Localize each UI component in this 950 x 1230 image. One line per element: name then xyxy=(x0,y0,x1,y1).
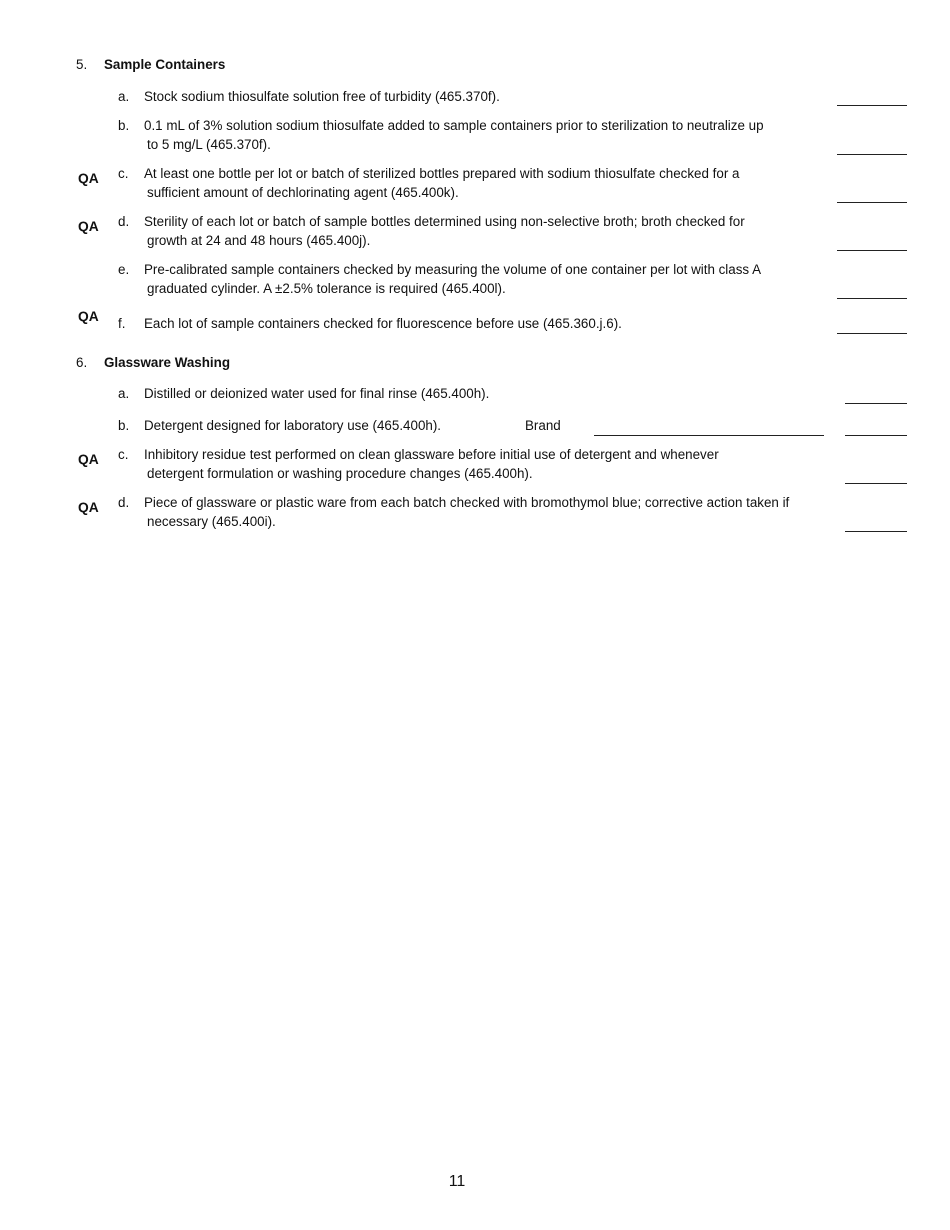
item-text xyxy=(144,314,622,333)
item-text-line: to 5 mg/L (465.370f). xyxy=(147,137,271,152)
checklist-answer-line[interactable] xyxy=(845,531,907,532)
checklist-answer-line[interactable] xyxy=(845,435,907,436)
item-letter: d. xyxy=(118,214,130,229)
item-letter: b. xyxy=(118,418,130,433)
section-number: 5. xyxy=(76,57,88,72)
item-letter: c. xyxy=(118,166,129,181)
item-text-line: growth at 24 and 48 hours (465.400j). xyxy=(147,233,371,248)
item-letter: c. xyxy=(118,447,129,462)
item-letter: a. xyxy=(118,386,130,401)
item-text-line: Pre-calibrated sample containers checked by measuring the volume of one container per lot with class A xyxy=(144,262,762,277)
item-text-line: At least one bottle per lot or batch of sterilized bottles prepared with sodium thiosulfate checked for a xyxy=(144,166,740,181)
section-title: Sample Containers xyxy=(104,57,226,72)
page-number: 11 xyxy=(448,1173,466,1190)
item-text-line: Stock sodium thiosulfate solution free of turbidity (465.370f). xyxy=(144,89,500,104)
item-text-line: 0.1 mL of 3% solution sodium thiosulfate added to sample containers prior to sterilization to neutralize up xyxy=(144,118,764,133)
item-letter: a. xyxy=(118,89,130,104)
item-text-line: necessary (465.400i). xyxy=(147,514,276,529)
item-text-line: Distilled or deionized water used for final rinse (465.400h). xyxy=(144,386,490,401)
checklist-answer-line[interactable] xyxy=(837,154,907,155)
qa-marker: QA xyxy=(78,171,99,186)
checklist-answer-line[interactable] xyxy=(837,250,907,251)
item-letter: d. xyxy=(118,495,130,510)
checklist-answer-line[interactable] xyxy=(837,202,907,203)
item-text xyxy=(144,212,745,250)
item-text-line: Piece of glassware or plastic ware from each batch checked with bromothymol blue; corrective action taken if xyxy=(144,495,790,510)
qa-marker: QA xyxy=(78,500,99,515)
qa-marker: QA xyxy=(78,452,99,467)
item-text xyxy=(144,493,789,531)
checklist-answer-line[interactable] xyxy=(845,403,907,404)
item-text xyxy=(144,384,489,403)
qa-marker: QA xyxy=(78,309,99,324)
item-text xyxy=(144,116,764,154)
item-text-line: Detergent designed for laboratory use (465.400h). xyxy=(144,418,442,433)
checklist-answer-line[interactable] xyxy=(837,105,907,106)
item-text xyxy=(144,260,761,298)
brand-input-line[interactable] xyxy=(594,435,824,436)
qa-marker: QA xyxy=(78,219,99,234)
item-letter: e. xyxy=(118,262,130,277)
item-text-line: Inhibitory residue test performed on clean glassware before initial use of detergent and whenever xyxy=(144,447,719,462)
item-text xyxy=(144,445,719,483)
brand-label: Brand xyxy=(525,418,561,433)
item-text-line: sufficient amount of dechlorinating agent (465.400k). xyxy=(147,185,459,200)
item-text-line: Sterility of each lot or batch of sample bottles determined using non-selective broth; broth checked for xyxy=(144,214,745,229)
item-text xyxy=(144,416,441,435)
item-text-line: graduated cylinder. A ±2.5% tolerance is required (465.400l). xyxy=(147,281,506,296)
item-text-line: detergent formulation or washing procedure changes (465.400h). xyxy=(147,466,533,481)
item-text-line: Each lot of sample containers checked for fluorescence before use (465.360.j.6). xyxy=(144,316,622,331)
checklist-answer-line[interactable] xyxy=(837,298,907,299)
section-title: Glassware Washing xyxy=(104,355,231,370)
item-letter: b. xyxy=(118,118,130,133)
item-text xyxy=(144,87,500,106)
section-number: 6. xyxy=(76,355,88,370)
item-text xyxy=(144,164,739,202)
checklist-answer-line[interactable] xyxy=(845,483,907,484)
item-letter: f. xyxy=(118,316,126,331)
checklist-answer-line[interactable] xyxy=(837,333,907,334)
